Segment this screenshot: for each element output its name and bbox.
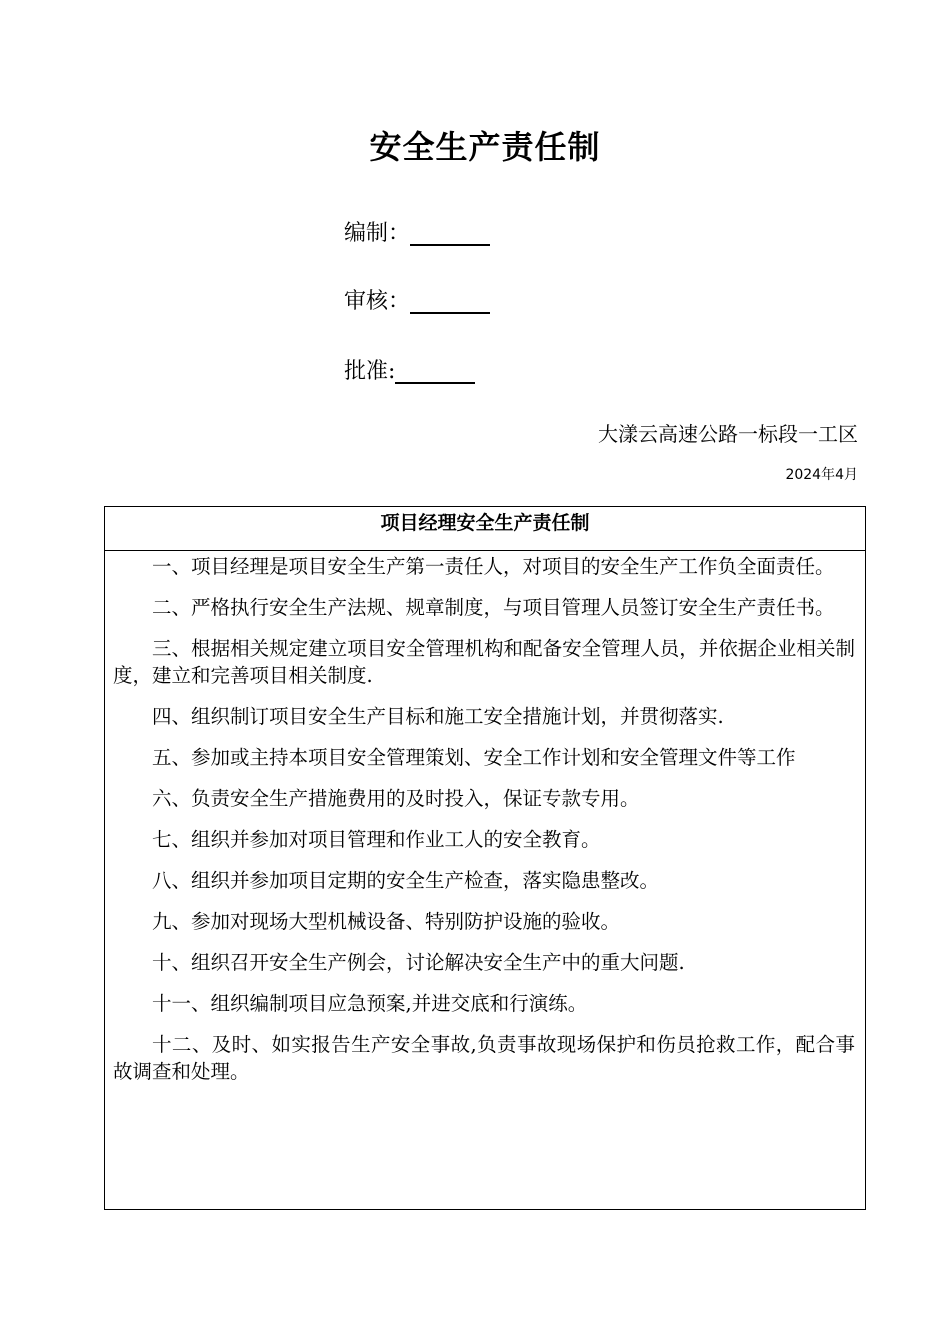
review-label: 审核：	[344, 289, 411, 314]
clause-12: 十二、及时、如实报告生产安全事故,负责事故现场保护和伤员抢救工作，配合事故调查和处理。	[113, 1033, 855, 1083]
clause-9: 九、参加对现场大型机械设备、特别防护设施的验收。	[152, 910, 621, 933]
table-header: 项目经理安全生产责任制	[105, 507, 865, 551]
review-signature-row	[344, 286, 490, 318]
clause-8: 八、组织并参加项目定期的安全生产检查，落实隐患整改。	[152, 869, 660, 892]
clause-1: 一、项目经理是项目安全生产第一责任人，对项目的安全生产工作负全面责任。	[152, 555, 835, 578]
edit-signature-row	[344, 218, 490, 250]
clause-2: 二、严格执行安全生产法规、规章制度，与项目管理人员签订安全生产责任书。	[152, 596, 835, 619]
table-body	[105, 551, 865, 1085]
organization-name: 大漾云高速公路一标段一工区	[598, 422, 858, 446]
approve-signature-row	[344, 356, 475, 388]
clause-4: 四、组织制订项目安全生产目标和施工安全措施计划，并贯彻落实.	[152, 705, 724, 728]
clause-3: 三、根据相关规定建立项目安全管理机构和配备安全管理人员，并依据企业相关制度，建立和完善项目相关制度.	[113, 637, 855, 687]
edit-label: 编制：	[344, 221, 411, 246]
clause-11: 十一、组织编制项目应急预案,并进交底和行演练。	[152, 992, 588, 1015]
review-signature-blank	[410, 286, 490, 314]
clause-5: 五、参加或主持本项目安全管理策划、安全工作计划和安全管理文件等工作	[152, 746, 796, 769]
responsibility-table	[104, 506, 866, 1210]
edit-signature-blank	[410, 218, 490, 246]
clause-7: 七、组织并参加对项目管理和作业工人的安全教育。	[152, 828, 601, 851]
document-date: 2024年4月	[785, 467, 858, 483]
clause-6: 六、负责安全生产措施费用的及时投入，保证专款专用。	[152, 787, 640, 810]
approve-signature-blank	[395, 356, 475, 384]
approve-label: 批准:	[344, 359, 396, 384]
clause-10: 十、组织召开安全生产例会，讨论解决安全生产中的重大问题.	[152, 951, 685, 974]
document-title: 安全生产责任制	[369, 128, 601, 166]
